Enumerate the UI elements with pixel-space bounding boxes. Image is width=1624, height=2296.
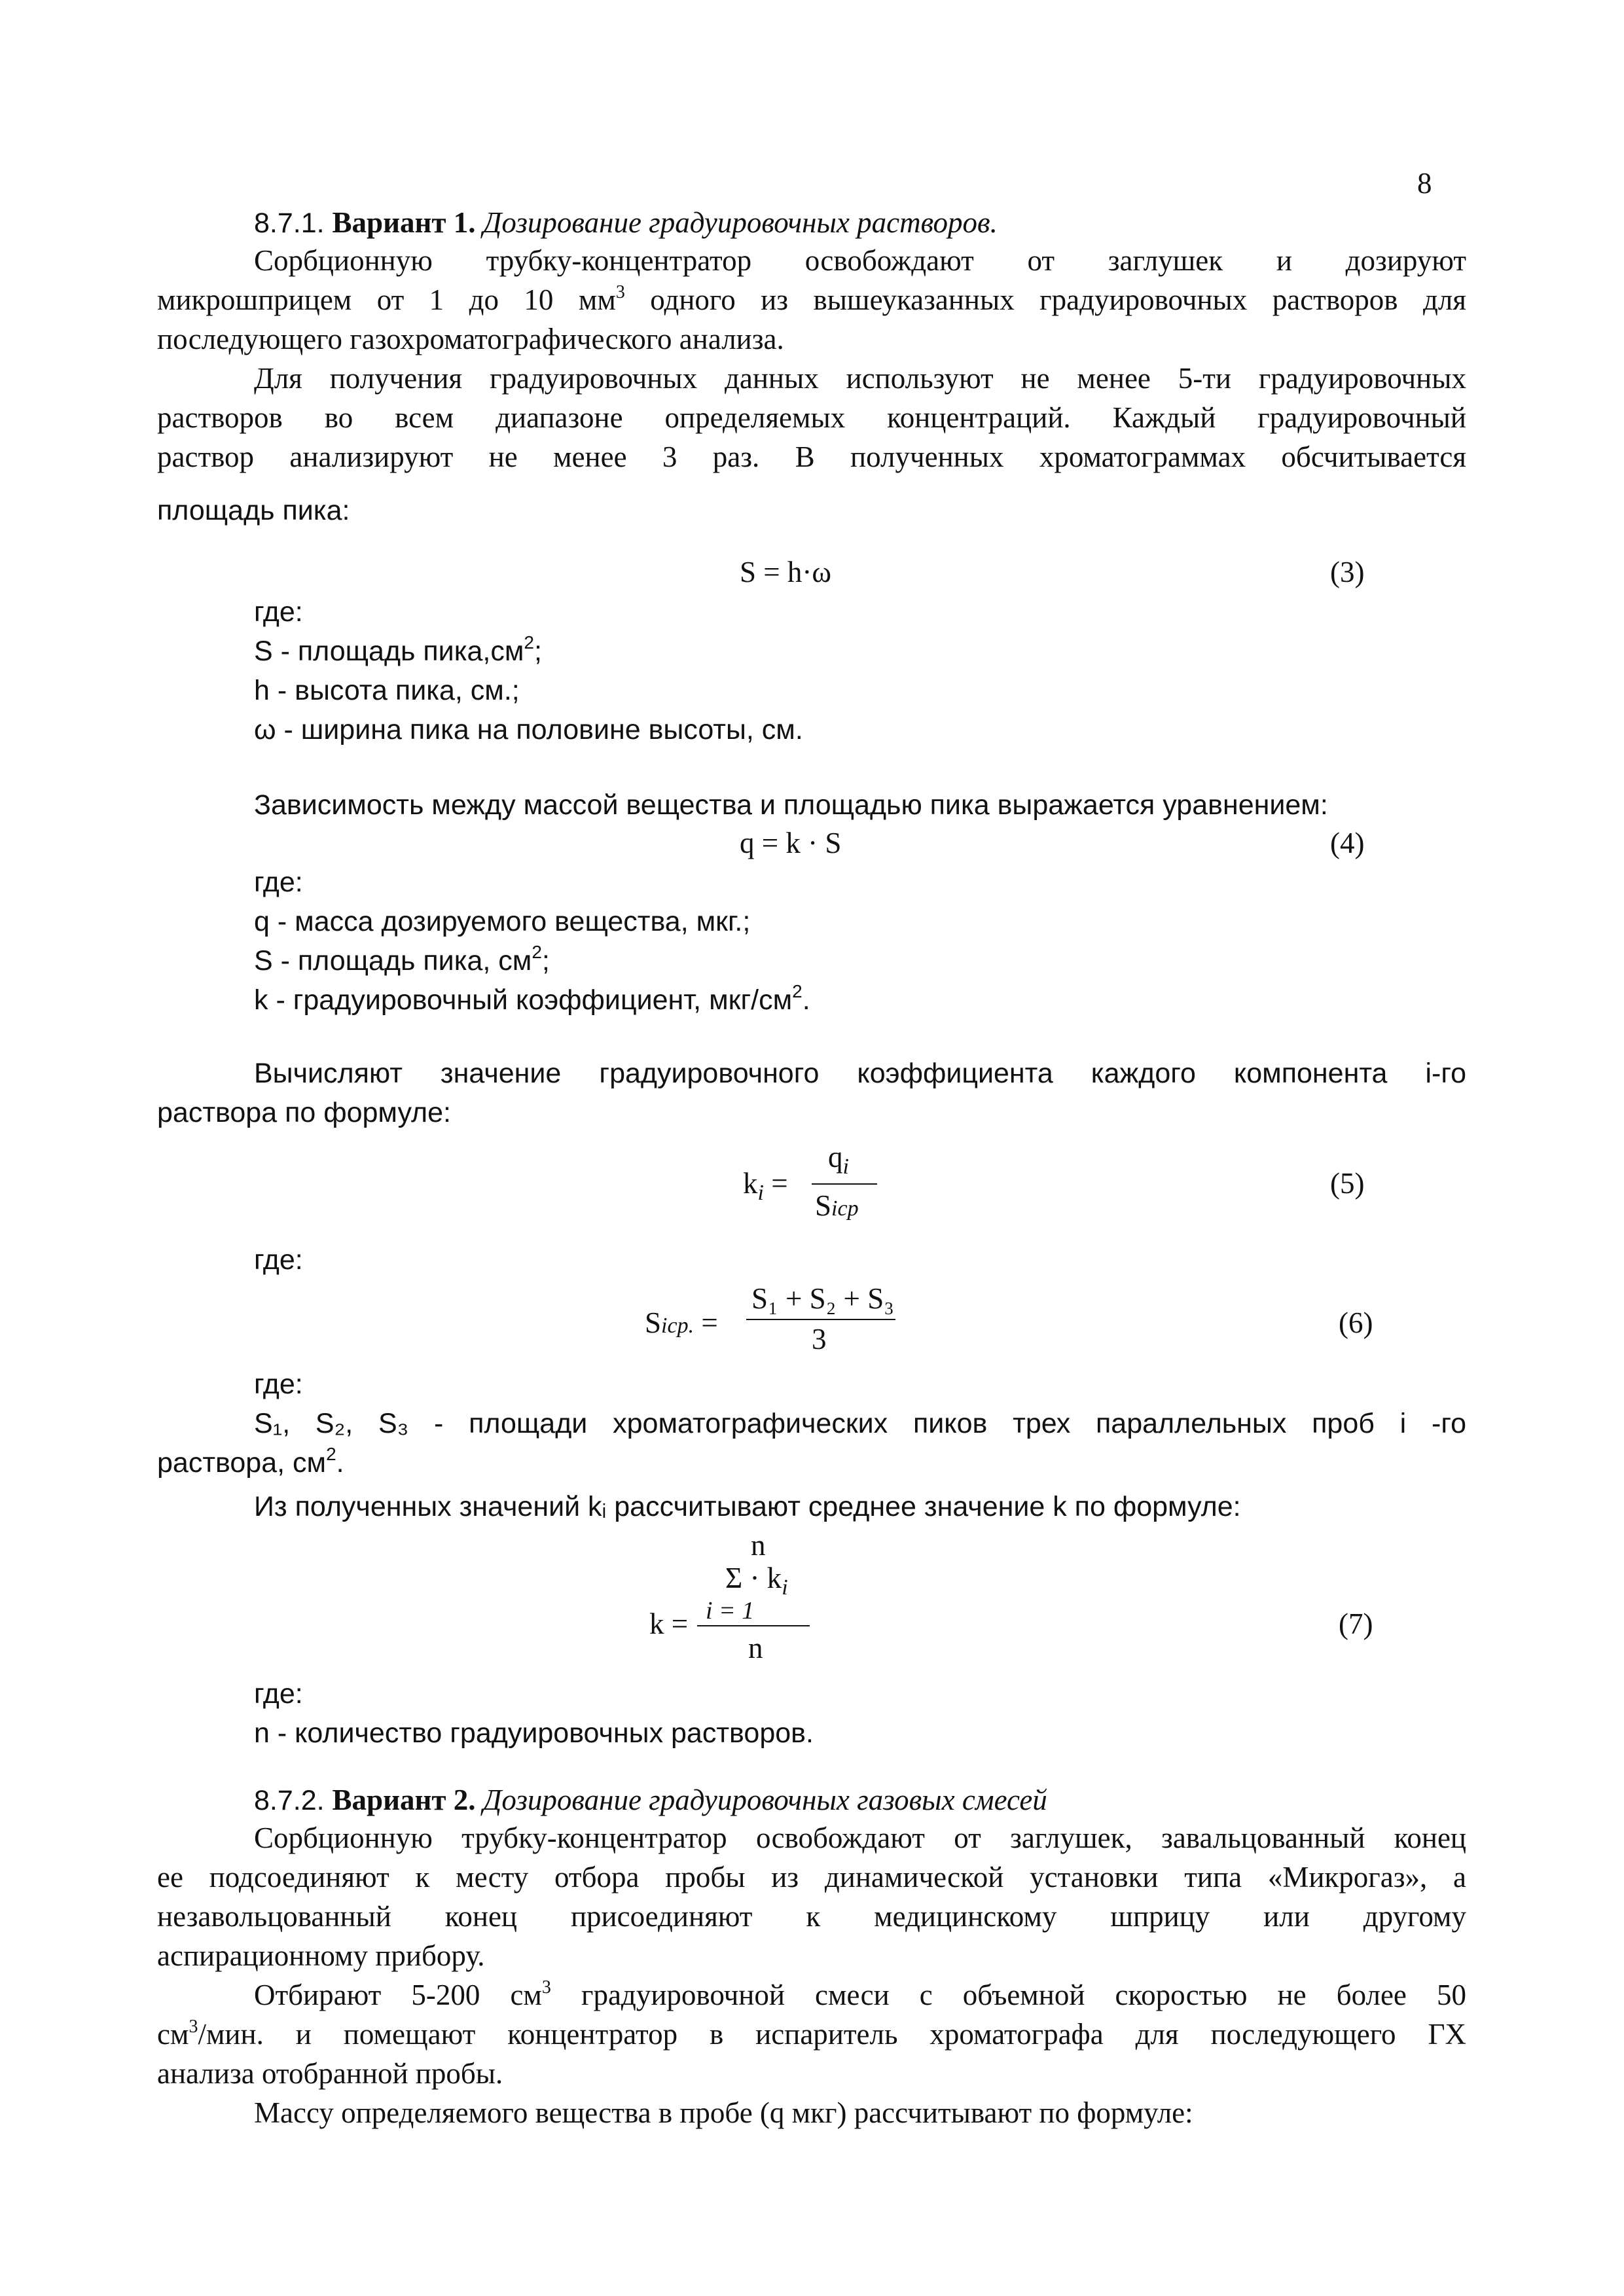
page-number: 8	[1417, 167, 1432, 200]
definition-line: q - масса дозируемого вещества, мкг.;	[254, 906, 751, 937]
equation-7-denominator: n	[748, 1632, 763, 1664]
paragraph-line: Для получения градуировочных данных используют не менее 5-ти градуировочных	[254, 362, 1466, 395]
definition-line: S - площадь пика, $см^2$;	[254, 942, 550, 977]
equation-4: q = k · S	[740, 827, 842, 859]
where-label: где:	[254, 1678, 303, 1710]
paragraph-line: Сорбционную трубку-концентратор освобождают от заглушек, завальцованный конец	[254, 1821, 1466, 1854]
paragraph-line: Сорбционную трубку-концентратор освобождают от заглушек и дозируют	[254, 244, 1466, 277]
equation-5-denominator: Sicp	[815, 1189, 859, 1222]
equation-6-denominator: 3	[812, 1323, 827, 1355]
equation-5-numerator: $q_i$	[828, 1141, 849, 1179]
equation-5-lhs: $k_i$ =	[743, 1167, 788, 1205]
paragraph-line: ее подсоединяют к месту отбора пробы из динамической установки типа «Микрогаз», а	[157, 1861, 1466, 1893]
equation-number-5: (5)	[1330, 1167, 1365, 1200]
fraction-bar	[812, 1183, 877, 1185]
section-title: Дозирование градуировочных растворов.	[475, 206, 998, 239]
equation-number-6: (6)	[1339, 1306, 1373, 1339]
paragraph-line: раствора по формуле:	[157, 1097, 451, 1128]
definition-line: n - количество градуировочных растворов.	[254, 1717, 814, 1749]
fraction-bar	[697, 1625, 810, 1626]
paragraph-line: Массу определяемого вещества в пробе (q мкг) рассчитывают по формуле:	[254, 2096, 1193, 2129]
equation-6-numerator: S₁ + S₂ + S₃	[751, 1282, 894, 1315]
equation-3: S = h·ω	[740, 556, 832, 588]
definition-line: S - площадь $пика,см^2$;	[254, 632, 542, 667]
paragraph-line: Вычисляют значение градуировочного коэффициента каждого компонента i-го	[254, 1058, 1466, 1089]
fraction-bar	[746, 1319, 895, 1320]
paragraph-line: Зависимость между массой вещества и площадью пика выражается уравнением:	[254, 789, 1328, 821]
section-number: 8.7.1.	[254, 207, 333, 239]
paragraph-line: последующего газохроматографического анализа.	[157, 323, 784, 355]
equation-7-lower-limit: i = 1	[706, 1597, 755, 1624]
paragraph-line: $см^3$/мин. и помещают концентратор в испаритель хроматографа для последующего ГХ	[157, 2017, 1466, 2051]
where-label: где:	[254, 1244, 303, 1276]
variant-label: Вариант 2.	[332, 1784, 476, 1816]
definition-line: раствора, $см^2$.	[157, 1444, 344, 1479]
paragraph-line: площадь пика:	[157, 495, 350, 526]
definition-line: k - градуировочный коэффициент, мкг/$см^2$.	[254, 981, 810, 1016]
paragraph-line: Отбирают 5-200 $см^3$ градуировочной смеси с объемной скоростью не более 50	[254, 1977, 1466, 2011]
section-number: 8.7.2.	[254, 1785, 333, 1816]
paragraph-line: анализа отобранной пробы.	[157, 2057, 503, 2090]
section-heading-1	[254, 203, 998, 243]
paragraph-line: аспирационному прибору.	[157, 1939, 485, 1972]
equation-6-lhs: Sicp. =	[645, 1306, 718, 1339]
where-label: где:	[254, 1369, 303, 1400]
equation-number-7: (7)	[1339, 1607, 1373, 1640]
paragraph-line: раствор анализируют не менее 3 раз. В полученных хроматограммах обсчитывается	[157, 440, 1466, 473]
paragraph-line: микрошприцем от 1 до 10 $мм^3$ одного из вышеуказанных градуировочных растворов для	[157, 282, 1466, 316]
where-label: где:	[254, 596, 303, 628]
section-heading-2	[254, 1780, 1047, 1820]
equation-7-lhs: k =	[649, 1607, 689, 1640]
paragraph-line: Из полученных значений kᵢ рассчитывают среднее значение k по формуле:	[254, 1491, 1241, 1522]
where-label: где:	[254, 867, 303, 898]
section-title: Дозирование градуировочных газовых смесей	[475, 1784, 1047, 1816]
definition-line: ω - ширина пика на половине высоты, см.	[254, 714, 803, 745]
equation-7-upper-limit: n	[751, 1529, 766, 1562]
definition-line: S₁, S₂, S₃ - площади хроматографических пиков трех параллельных проб i -го	[254, 1408, 1466, 1439]
paragraph-line: незавольцованный конец присоединяют к медицинскому шприцу или другому	[157, 1900, 1466, 1933]
variant-label: Вариант 1.	[332, 206, 476, 239]
paragraph-line: растворов во всем диапазоне определяемых концентраций. Каждый градуировочный	[157, 401, 1466, 434]
equation-7-sum: $\Sigma \cdot k_i$	[725, 1562, 788, 1600]
definition-line: h - высота пика, см.;	[254, 675, 520, 706]
equation-number-3: (3)	[1330, 556, 1365, 588]
equation-number-4: (4)	[1330, 827, 1365, 859]
